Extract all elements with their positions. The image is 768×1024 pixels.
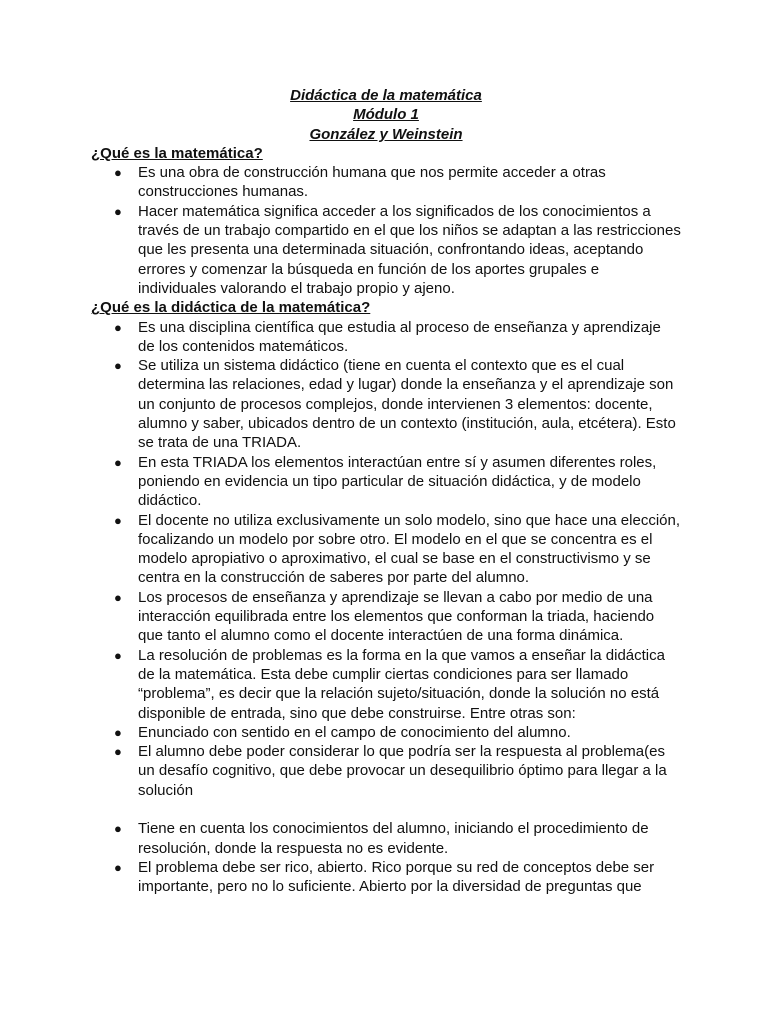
document-title (91, 86, 681, 144)
list-item (91, 356, 681, 452)
bullet-icon: ● (114, 319, 122, 335)
list-item-text: Es una obra de construcción humana que nos permite acceder a otras construcciones humanas. (138, 164, 606, 201)
list-item-text: Los procesos de enseñanza y aprendizaje se llevan a cabo por medio de una interacción equilibrada entre los elementos que conforman la triada, haciendo que tanto el alumno como el docente interactúen de una forma dinámica. (138, 588, 655, 645)
list-item-text: El problema debe ser rico, abierto. Rico porque su red de conceptos debe ser importante, pero no lo suficiente. Abierto por la diversidad de preguntas que (138, 858, 655, 896)
bullet-icon: ● (114, 454, 122, 470)
list-item (91, 163, 681, 202)
list-item (91, 646, 681, 723)
list-item (91, 318, 681, 357)
list-item (91, 723, 681, 742)
list-item (91, 588, 681, 646)
list-item (91, 202, 681, 298)
bullet-list-didactica-continued (91, 819, 681, 896)
bullet-icon: ● (114, 744, 122, 760)
list-item-text: En esta TRIADA los elementos interactúan entre sí y asumen diferentes roles, poniendo en evidencia un tipo particular de situación didáctica, y de modelo didáctico. (138, 453, 657, 510)
document-page (91, 86, 681, 896)
list-item (91, 819, 681, 858)
list-item-text: El docente no utiliza exclusivamente un solo modelo, sino que hace una elección, focalizando un modelo por sobre otro. El modelo en el que se concentra es el modelo apropiativo o aproximativo, el cual se base en el constructivismo y se centra en la construcción de saberes por parte del alumno. (138, 511, 681, 587)
bullet-list-matematica (91, 163, 681, 298)
bullet-icon: ● (114, 589, 122, 605)
blank-line (91, 800, 681, 819)
list-item-text: Enunciado con sentido en el campo de conocimiento del alumno. (138, 723, 571, 741)
list-item-text: El alumno debe poder considerar lo que podría ser la respuesta al problema(es un desafío cognitivo, que debe provocar un desequilibrio óptimo para llegar a la solución (138, 743, 667, 799)
list-item (91, 858, 681, 897)
list-item-text: Tiene en cuenta los conocimientos del alumno, iniciando el procedimiento de resolución, donde la respuesta no es evidente. (138, 820, 649, 857)
list-item (91, 742, 681, 800)
bullet-icon: ● (114, 724, 122, 740)
list-item (91, 453, 681, 511)
bullet-icon: ● (114, 203, 122, 219)
section-heading-matematica: ¿Qué es la matemática? (91, 144, 263, 162)
list-item-text: La resolución de problemas es la forma en la que vamos a enseñar la didáctica de la matemática. Esta debe cumplir ciertas condiciones para ser llamado “problema”, es decir que la relación sujeto/situación, donde la solución no está disponible de entrada, sino que debe construirse. Entre otras son: (138, 646, 665, 722)
bullet-icon: ● (114, 647, 122, 663)
bullet-icon: ● (114, 165, 122, 181)
title-line-authors: González y Weinstein (309, 125, 463, 143)
list-item-text: Hacer matemática significa acceder a los significados de los conocimientos a través de un trabajo compartido en el que los niños se adaptan a las restricciones que les presenta una determinada situación, confrontando ideas, aceptando errores y comenzar la búsqueda en función de los aportes grupales e individuales valorando el trabajo propio y ajeno. (138, 202, 681, 297)
section-heading-didactica: ¿Qué es la didáctica de la matemática? (91, 299, 371, 317)
bullet-icon: ● (114, 358, 122, 374)
list-item (91, 511, 681, 588)
list-item-text: Se utiliza un sistema didáctico (tiene en cuenta el contexto que es el cual determina las relaciones, edad y lugar) donde la enseñanza y el aprendizaje son un conjunto de procesos complejos, donde intervienen 3 elementos: docente, alumno y saber, ubicados dentro de un contexto (institución, aula, etcétera). Esto se trata de una TRIADA. (138, 357, 676, 452)
title-line-module: Módulo 1 (353, 106, 419, 124)
bullet-icon: ● (114, 512, 122, 528)
title-line-course: Didáctica de la matemática (290, 87, 482, 104)
list-item-text: Es una disciplina científica que estudia al proceso de enseñanza y aprendizaje de los contenidos matemáticos. (138, 318, 661, 355)
bullet-icon: ● (114, 859, 122, 875)
bullet-list-didactica (91, 318, 681, 800)
bullet-icon: ● (114, 821, 122, 837)
